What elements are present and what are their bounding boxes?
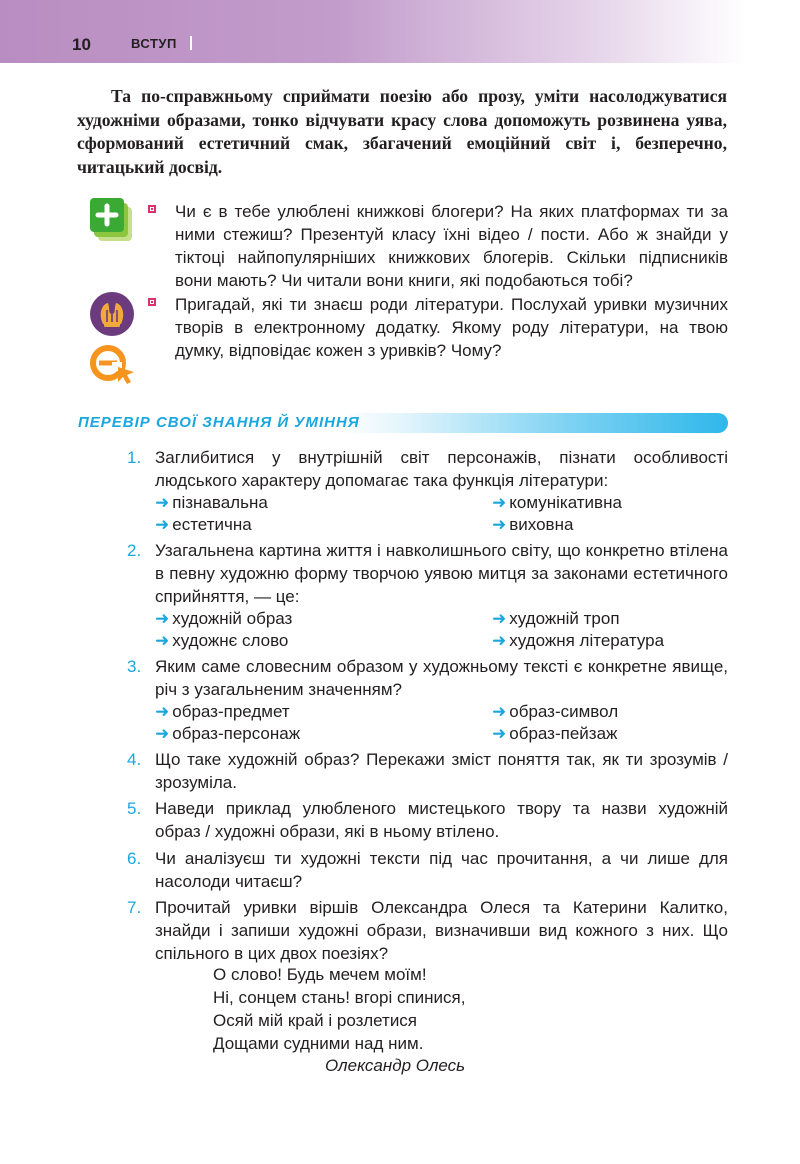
task-item xyxy=(148,293,728,362)
task-item xyxy=(148,200,728,292)
question-text: Заглибитися у внутрішній світ персонажів, пізнати особливості людського характеру допомагає така функція літератури: xyxy=(155,448,728,490)
question-number: 2. xyxy=(127,541,142,560)
arrow-icon: ➜ xyxy=(155,724,170,743)
question-item xyxy=(127,797,728,843)
question-text: Узагальнена картина життя і навколишнього світу, що конкретно втілена в певну художню форму творчою уявою митця за законами естетичного сприйняття, — це: xyxy=(155,541,728,606)
answer-options xyxy=(155,701,728,745)
question-item xyxy=(127,896,728,965)
intro-paragraph: Та по-справжньому сприймати поезію або прозу, уміти насолоджуватися художніми образами, тонко відчувати красу слова допоможуть розвинена уява, сформований естетичний смак, збагачений емоційний світ і, безперечно, читацький досвід. xyxy=(77,86,727,177)
arrow-icon: ➜ xyxy=(492,515,507,534)
question-item xyxy=(127,655,728,745)
poem-excerpt xyxy=(213,963,465,1055)
poem-line: Осяй мій край і розлетися xyxy=(213,1011,418,1030)
task-text: Чи є в тебе улюблені книжкові блогери? На яких платформах ти за ними стежиш? Презентуй класу їхні відео / пости. Або ж знайди у тіктоці найпопулярніших книжкових блогерів. Скільки підписників вони мають? Чи читали вони книги, які подобаються тобі? xyxy=(175,202,728,290)
bullet-square-icon xyxy=(148,298,156,306)
arrow-icon: ➜ xyxy=(155,631,170,650)
arrow-icon: ➜ xyxy=(155,493,170,512)
lyre-icon xyxy=(90,292,134,336)
answer-option: ➜ художній образ xyxy=(155,609,293,628)
answer-option: ➜ художній троп xyxy=(492,609,620,628)
question-number: 1. xyxy=(127,448,142,467)
answer-option: ➜ виховна xyxy=(492,515,574,534)
question-text: Чи аналізуєш ти художні тексти під час прочитання, а чи лише для насолоди читаєш? xyxy=(155,849,728,891)
question-item xyxy=(127,847,728,893)
question-number: 4. xyxy=(127,750,142,769)
question-number: 6. xyxy=(127,849,142,868)
answer-option: ➜ естетична xyxy=(155,515,252,534)
answer-option: ➜ образ-пейзаж xyxy=(492,724,618,743)
arrow-icon: ➜ xyxy=(492,631,507,650)
question-text: Прочитай уривки віршів Олександра Олеся та Катерини Калитко, знайди і запиши художні образи, визначивши вид кожного з них. Що спільного в цих двох поезіях? xyxy=(155,898,728,963)
arrow-icon: ➜ xyxy=(492,724,507,743)
arrow-icon: ➜ xyxy=(492,702,507,721)
section-title: ВСТУП xyxy=(131,36,177,51)
arrow-icon: ➜ xyxy=(155,609,170,628)
question-item xyxy=(127,539,728,652)
arrow-icon: ➜ xyxy=(492,609,507,628)
answer-option: ➜ образ-предмет xyxy=(155,702,290,721)
task-text: Пригадай, які ти знаєш роди літератури. Послухай уривки музичних творів в електронному додатку. Якому роду літератури, на твою думку, відповідає кожен з уривків? Чому? xyxy=(175,295,728,360)
poem-line: Дощами судними над ним. xyxy=(213,1034,424,1053)
question-number: 7. xyxy=(127,898,142,917)
arrow-icon: ➜ xyxy=(155,515,170,534)
plus-card-icon xyxy=(90,198,135,243)
question-number: 5. xyxy=(127,799,142,818)
section-heading: ПЕРЕВІР СВОЇ ЗНАННЯ Й УМІННЯ xyxy=(78,414,360,431)
e-app-icon xyxy=(90,343,136,385)
question-item xyxy=(127,748,728,794)
answer-option: ➜ художня література xyxy=(492,631,665,650)
answer-option: ➜ пізнавальна xyxy=(155,493,268,512)
question-text: Яким саме словесним образом у художньому тексті є конкретне явище, річ з узагальненим значенням? xyxy=(155,657,728,699)
answer-option: ➜ художнє слово xyxy=(155,631,289,650)
answer-option: ➜ образ-персонаж xyxy=(155,724,301,743)
poem-line: О слово! Будь мечем моїм! xyxy=(213,965,427,984)
page-header xyxy=(0,0,745,63)
question-text: Наведи приклад улюбленого мистецького твору та назви художній образ / художні образи, які в ньому втілено. xyxy=(155,799,728,841)
poem-line: Ні, сонцем стань! вгорі спинися, xyxy=(213,988,466,1007)
header-separator xyxy=(190,36,192,50)
question-number: 3. xyxy=(127,657,142,676)
poem-author: Олександр Олесь xyxy=(325,1056,466,1075)
arrow-icon: ➜ xyxy=(492,493,507,512)
answer-option: ➜ комунікативна xyxy=(492,493,622,512)
question-text: Що таке художній образ? Перекажи зміст поняття так, як ти зрозумів / зрозуміла. xyxy=(155,750,728,792)
question-item xyxy=(127,446,728,536)
answer-options xyxy=(155,492,728,536)
arrow-icon: ➜ xyxy=(155,702,170,721)
bullet-square-icon xyxy=(148,205,156,213)
page-number: 10 xyxy=(72,35,91,54)
answer-option: ➜ образ-символ xyxy=(492,702,619,721)
answer-options xyxy=(155,608,728,652)
